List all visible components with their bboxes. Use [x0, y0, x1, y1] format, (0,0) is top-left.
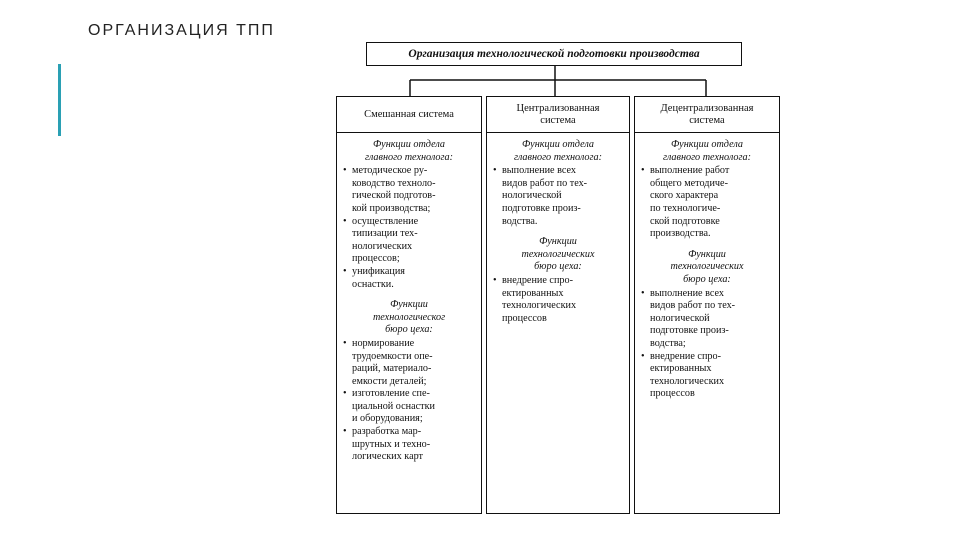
list-item: • методическое ру- ководство техноло- гической подготов- кой производства;	[343, 165, 475, 215]
column-header-label: Централизованная система	[516, 102, 600, 126]
column-mixed-system	[336, 96, 482, 514]
list-item: • внедрение спро- ектированных технологических процессов	[641, 351, 773, 401]
column-decentralized-system	[634, 96, 780, 514]
list-item: • осуществление типизации тех- нологических процессов;	[343, 216, 475, 266]
function-list	[343, 165, 475, 291]
function-list	[641, 165, 773, 241]
section-title: Функции отдела главного технолога:	[663, 139, 751, 163]
function-list	[343, 338, 475, 464]
list-item: • изготовление спе- циальной оснастки и оборудования;	[343, 388, 475, 426]
function-list	[493, 275, 623, 325]
list-item: • унификация оснастки.	[343, 266, 475, 291]
column-header-label: Децентрализованная система	[660, 102, 754, 126]
section-title: Функции отдела главного технолога:	[365, 139, 453, 163]
list-item: • выполнение всех видов работ по тех- нологической подготовке произ- водства;	[641, 288, 773, 351]
column-header	[337, 97, 481, 133]
section-title: Функции технологических бюро цеха:	[521, 236, 595, 273]
section-title: Функции технологическог бюро цеха:	[372, 299, 446, 336]
list-item: • выполнение всех видов работ по тех- нологической подготовке произ- водства.	[493, 165, 623, 228]
column-header-label: Смешанная система	[364, 108, 454, 120]
slide-title: ОРГАНИЗАЦИЯ ТПП	[88, 22, 275, 39]
section-title: Функции технологических бюро цеха:	[670, 248, 744, 285]
section-title: Функции отдела главного технолога:	[514, 139, 602, 163]
column-header	[487, 97, 629, 133]
list-item: • нормирование трудоемкости опе- раций, материало- емкости деталей;	[343, 338, 475, 388]
list-item: • разработка мар- шрутных и техно- логических карт	[343, 426, 475, 464]
column-header	[635, 97, 779, 133]
column-centralized-system	[486, 96, 630, 514]
list-item: • внедрение спро- ектированных технологических процессов	[493, 275, 623, 325]
function-list	[493, 165, 623, 228]
function-list	[641, 288, 773, 401]
list-item: • выполнение работ общего методиче- ского характера по технологиче- ской подготовке производства.	[641, 165, 773, 241]
diagram-root-label: Организация технологической подготовки производства	[408, 48, 700, 60]
